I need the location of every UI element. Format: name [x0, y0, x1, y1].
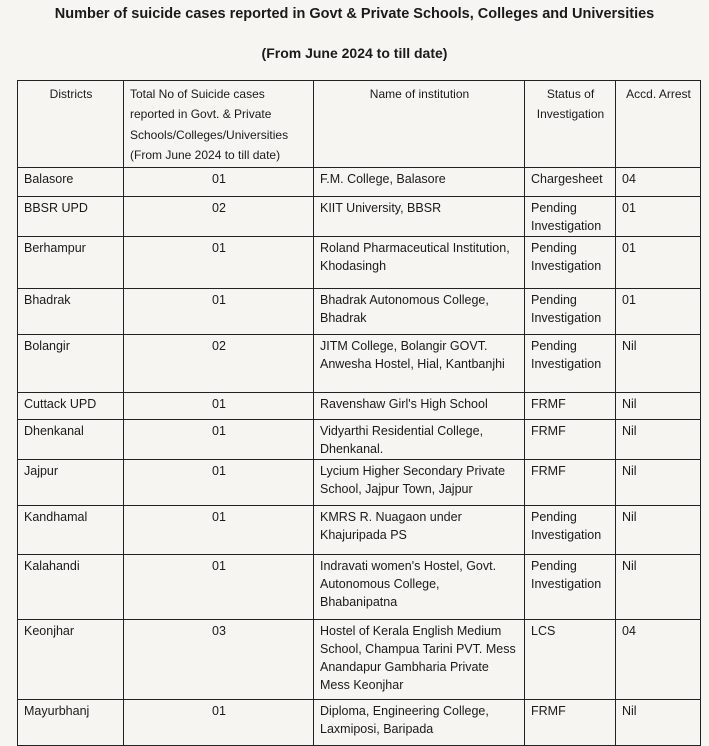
cell-status: Pending Investigation [525, 196, 616, 236]
table-row [18, 334, 701, 392]
table-row [18, 236, 701, 288]
cell-arrest: 01 [616, 288, 701, 334]
cell-status: LCS [525, 620, 616, 700]
cell-district: Kandhamal [18, 506, 124, 555]
cell-district: Dhenkanal [18, 419, 124, 459]
header-arrest: Accd. Arrest [616, 81, 701, 168]
cell-status: Pending Investigation [525, 334, 616, 392]
table-row [18, 506, 701, 555]
cell-institution: Diploma, Engineering College, Laxmiposi, Baripada [314, 700, 525, 746]
cell-total: 02 [124, 334, 314, 392]
cell-institution: Lycium Higher Secondary Private School, Jajpur Town, Jajpur [314, 460, 525, 506]
cell-arrest: Nil [616, 419, 701, 459]
cell-institution: Vidyarthi Residential College, Dhenkanal. [314, 419, 525, 459]
cell-institution: Roland Pharmaceutical Institution, Khodasingh [314, 236, 525, 288]
cell-arrest: Nil [616, 392, 701, 419]
cell-total: 01 [124, 460, 314, 506]
table-row [18, 392, 701, 419]
table-row [18, 196, 701, 236]
cell-district: Keonjhar [18, 620, 124, 700]
cell-arrest: 01 [616, 196, 701, 236]
cell-status: FRMF [525, 419, 616, 459]
document-subtitle: (From June 2024 to till date) [261, 45, 448, 61]
cell-institution: Indravati women's Hostel, Govt. Autonomous College, Bhabanipatna [314, 555, 525, 620]
cell-status: FRMF [525, 392, 616, 419]
cell-institution: Bhadrak Autonomous College, Bhadrak [314, 288, 525, 334]
suicide-cases-table [17, 80, 701, 746]
cell-arrest: Nil [616, 506, 701, 555]
cell-status: Pending Investigation [525, 288, 616, 334]
cell-district: Bhadrak [18, 288, 124, 334]
cell-arrest: 04 [616, 167, 701, 196]
cell-institution: KMRS R. Nuagaon under Khajuripada PS [314, 506, 525, 555]
header-total-cases: Total No of Suicide cases reported in Govt. & Private Schools/Colleges/Universities (From June 2024 to till date) [124, 81, 314, 168]
cell-institution: KIIT University, BBSR [314, 196, 525, 236]
cell-total: 01 [124, 419, 314, 459]
cell-district: Balasore [18, 167, 124, 196]
cell-total: 01 [124, 167, 314, 196]
cell-status: Pending Investigation [525, 555, 616, 620]
cell-status: Chargesheet [525, 167, 616, 196]
table-row [18, 419, 701, 459]
cell-status: Pending Investigation [525, 236, 616, 288]
cell-total: 01 [124, 700, 314, 746]
cell-institution: F.M. College, Balasore [314, 167, 525, 196]
cell-district: Mayurbhanj [18, 700, 124, 746]
header-status: Status of Investigation [525, 81, 616, 168]
cell-total: 01 [124, 288, 314, 334]
cell-institution: Ravenshaw Girl's High School [314, 392, 525, 419]
cell-district: Berhampur [18, 236, 124, 288]
cell-total: 03 [124, 620, 314, 700]
cell-status: FRMF [525, 460, 616, 506]
document-title: Number of suicide cases reported in Govt & Private Schools, Colleges and Universities [54, 6, 655, 22]
cell-institution: JITM College, Bolangir GOVT. Anwesha Hostel, Hial, Kantbanjhi [314, 334, 525, 392]
cell-total: 02 [124, 196, 314, 236]
cell-status: FRMF [525, 700, 616, 746]
cell-district: Cuttack UPD [18, 392, 124, 419]
table-row [18, 460, 701, 506]
cell-arrest: 01 [616, 236, 701, 288]
cell-total: 01 [124, 392, 314, 419]
cell-district: Jajpur [18, 460, 124, 506]
cell-total: 01 [124, 555, 314, 620]
cell-arrest: Nil [616, 700, 701, 746]
cell-district: BBSR UPD [18, 196, 124, 236]
table-header-row [18, 81, 701, 168]
cell-total: 01 [124, 236, 314, 288]
cell-institution: Hostel of Kerala English Medium School, Champua Tarini PVT. Mess Anandapur Gambharia Private Mess Keonjhar [314, 620, 525, 700]
table-row [18, 620, 701, 700]
cell-total: 01 [124, 506, 314, 555]
header-institution: Name of institution [314, 81, 525, 168]
header-districts: Districts [18, 81, 124, 168]
table-row [18, 555, 701, 620]
cell-district: Bolangir [18, 334, 124, 392]
cell-status: Pending Investigation [525, 506, 616, 555]
table-row [18, 288, 701, 334]
cell-arrest: Nil [616, 334, 701, 392]
table-row [18, 167, 701, 196]
cell-arrest: 04 [616, 620, 701, 700]
cell-arrest: Nil [616, 555, 701, 620]
cell-arrest: Nil [616, 460, 701, 506]
cell-district: Kalahandi [18, 555, 124, 620]
